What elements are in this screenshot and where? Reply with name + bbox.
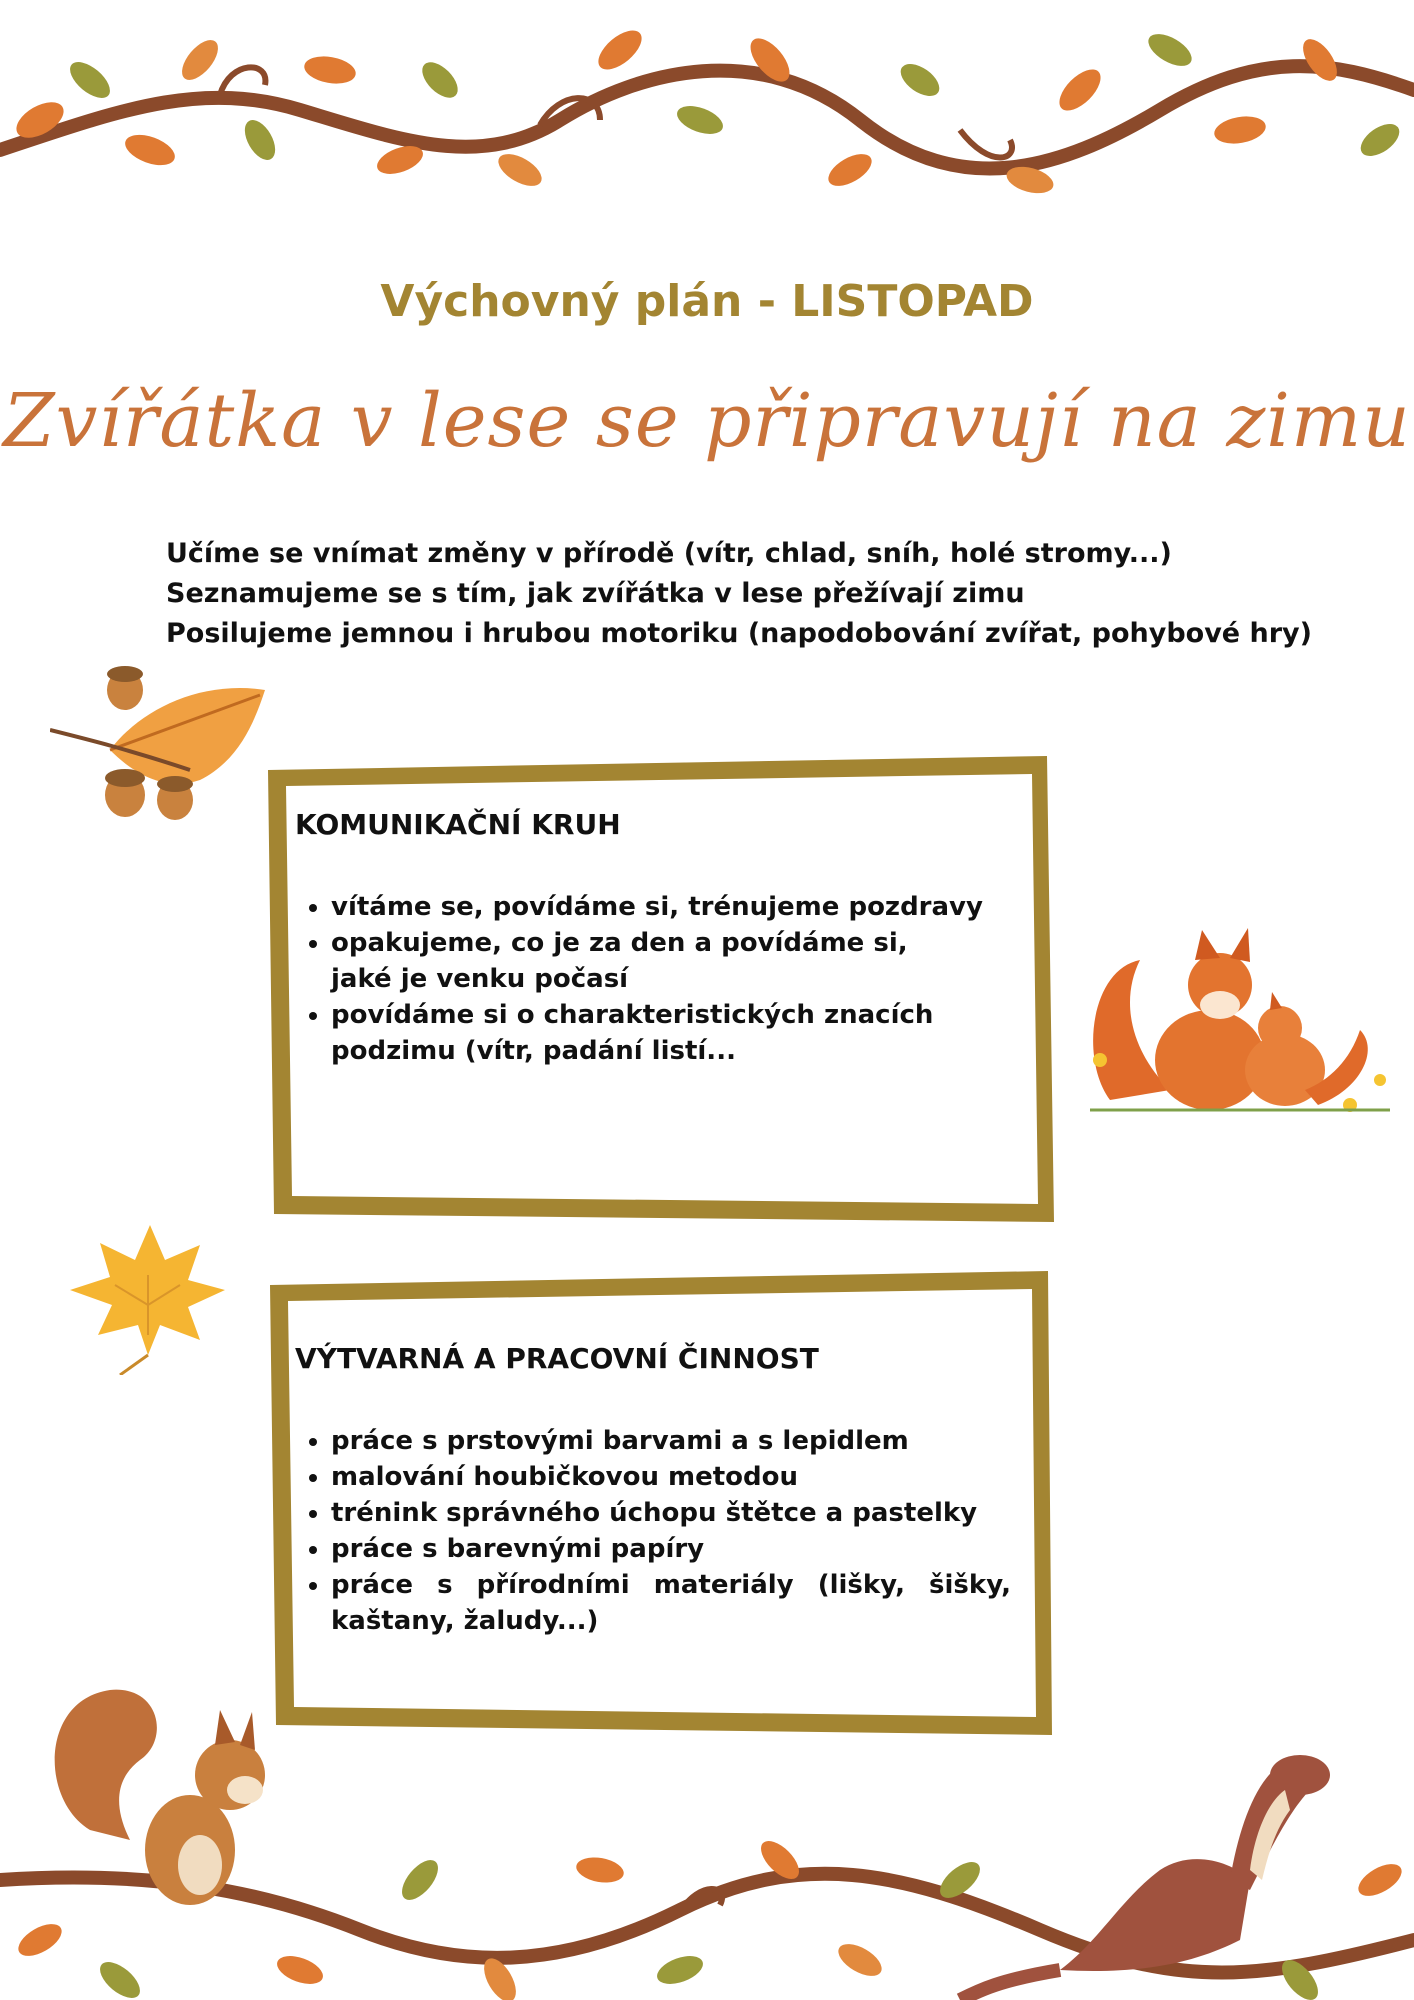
section-title: VÝTVARNÁ A PRACOVNÍ ČINNOST [295, 1342, 819, 1375]
list-item: • vítáme se, povídáme si, trénujeme pozdravy [331, 889, 1025, 925]
foxes-illustration [1080, 910, 1400, 1120]
intro-line: Učíme se vnímat změny v přírodě (vítr, chlad, sníh, holé stromy...) [166, 538, 1172, 569]
section-komunikacni-kruh [295, 808, 1025, 1069]
intro-line: Seznamujeme se s tím, jak zvířátka v lese přežívají zimu [166, 578, 1025, 609]
section-title: KOMUNIKAČNÍ KRUH [295, 808, 621, 841]
page-title: Výchovný plán - LISTOPAD [380, 276, 1034, 327]
maple-leaf-illustration [60, 1215, 235, 1375]
page-subtitle: Zvířátka v lese se připravují na zimu [3, 378, 1411, 464]
intro-line: Posilujeme jemnou i hrubou motoriku (napodobování zvířat, pohybové hry) [166, 618, 1312, 649]
list-item: • práce s přírodními materiály (lišky, šišky, kaštany, žaludy...) [331, 1567, 1011, 1639]
bottom-branch-decoration [0, 1680, 1414, 2000]
section-list [295, 1423, 1015, 1639]
list-item: • práce s prstovými barvami a s lepidlem [331, 1423, 1015, 1459]
list-item: • povídáme si o charakteristických znacích podzimu (vítr, padání listí... [331, 997, 1031, 1069]
list-item: • opakujeme, co je za den a povídáme si, jaké je venku počasí [331, 925, 971, 997]
list-item: • trénink správného úchopu štětce a pastelky [331, 1495, 1015, 1531]
list-item: • malování houbičkovou metodou [331, 1459, 1015, 1495]
intro-text [166, 534, 1312, 654]
section-list [295, 889, 1025, 1069]
oak-leaf-acorns-illustration [50, 650, 280, 830]
top-branch-decoration [0, 0, 1414, 250]
section-vytvarna-cinnost [295, 1342, 1015, 1639]
list-item: • práce s barevnými papíry [331, 1531, 1015, 1567]
